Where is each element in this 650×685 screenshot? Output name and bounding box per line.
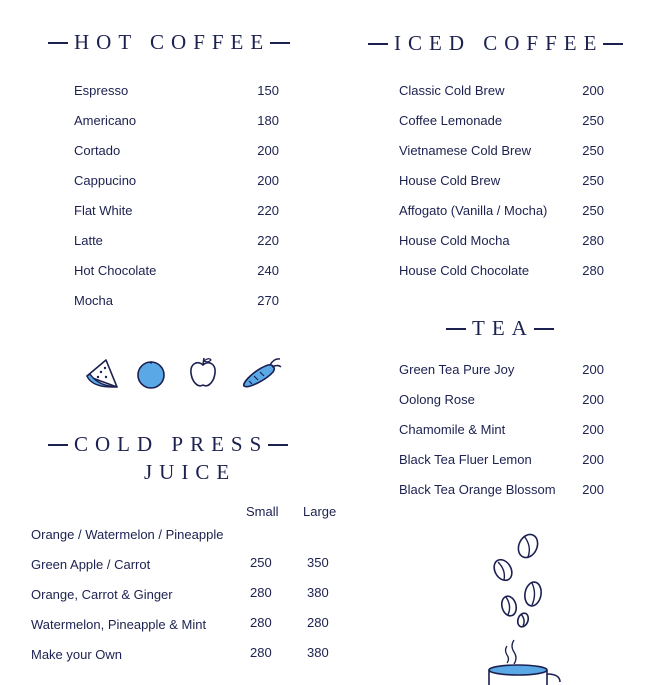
heading-dash-left: [48, 42, 68, 44]
carrot-icon: [240, 356, 282, 390]
iced-coffee-item-name: Vietnamese Cold Brew: [399, 143, 531, 158]
tea-item-price: 200: [582, 422, 604, 437]
juice-col-small: Small: [246, 504, 279, 519]
hot-coffee-item-price: 220: [257, 203, 279, 218]
hot-coffee-item-price: 150: [257, 83, 279, 98]
heading-dash-left: [368, 43, 388, 45]
coffee-cup-icon: [486, 638, 566, 685]
hot-coffee-item-price: 180: [257, 113, 279, 128]
iced-coffee-item-name: Affogato (Vanilla / Mocha): [399, 203, 548, 218]
iced-coffee-heading: [368, 31, 623, 56]
iced-coffee-item-price: 250: [582, 143, 604, 158]
iced-coffee-item-name: House Cold Chocolate: [399, 263, 530, 278]
hot-coffee-item-name: Mocha: [74, 293, 114, 308]
hot-coffee-item-name: Flat White: [74, 203, 133, 218]
hot-coffee-item-name: Espresso: [74, 83, 129, 98]
juice-price-large: 380: [307, 645, 329, 660]
coffee-beans-icon: [488, 532, 558, 632]
tea-title: TEA: [472, 316, 534, 340]
apple-icon: [187, 355, 219, 391]
iced-coffee-item-name: House Cold Mocha: [399, 233, 510, 248]
juice-price-small: 250: [250, 555, 272, 570]
iced-coffee-item-price: 250: [582, 173, 604, 188]
tea-heading: [446, 316, 554, 341]
juice-item-name: Orange / Watermelon / Pineapple: [31, 527, 224, 542]
iced-coffee-item-price: 200: [582, 83, 604, 98]
iced-coffee-title: ICED COFFEE: [394, 31, 604, 55]
orange-icon: [135, 358, 167, 390]
iced-coffee-item-name: House Cold Brew: [399, 173, 501, 188]
juice-item-name: Make your Own: [31, 647, 123, 662]
juice-col-large: Large: [303, 504, 337, 519]
juice-price-small: 280: [250, 585, 272, 600]
hot-coffee-heading: [48, 30, 290, 55]
tea-item-name: Black Tea Orange Blossom: [399, 482, 556, 497]
hot-coffee-item-name: Cappucino: [74, 173, 137, 188]
tea-item-name: Chamomile & Mint: [399, 422, 506, 437]
hot-coffee-item-price: 200: [257, 173, 279, 188]
hot-coffee-item-price: 240: [257, 263, 279, 278]
iced-coffee-item-price: 280: [582, 233, 604, 248]
juice-item-name: Watermelon, Pineapple & Mint: [31, 617, 207, 632]
heading-dash-right: [603, 43, 623, 45]
juice-item-name: Green Apple / Carrot: [31, 557, 151, 572]
heading-dash-left: [446, 328, 466, 330]
watermelon-icon: [84, 356, 120, 390]
hot-coffee-item-name: Americano: [74, 113, 137, 128]
tea-item-price: 200: [582, 482, 604, 497]
heading-dash-left: [48, 444, 68, 446]
hot-coffee-item-price: 200: [257, 143, 279, 158]
juice-item-name: Orange, Carrot & Ginger: [31, 587, 173, 602]
hot-coffee-title: HOT COFFEE: [74, 30, 271, 54]
tea-item-name: Black Tea Fluer Lemon: [399, 452, 532, 467]
juice-price-small: 280: [250, 645, 272, 660]
hot-coffee-item-price: 220: [257, 233, 279, 248]
iced-coffee-item-name: Coffee Lemonade: [399, 113, 503, 128]
juice-price-large: 280: [307, 615, 329, 630]
tea-item-price: 200: [582, 362, 604, 377]
iced-coffee-item-price: 250: [582, 113, 604, 128]
juice-price-large: 380: [307, 585, 329, 600]
iced-coffee-item-price: 280: [582, 263, 604, 278]
tea-item-name: Oolong Rose: [399, 392, 475, 407]
juice-price-large: 350: [307, 555, 329, 570]
iced-coffee-item-name: Classic Cold Brew: [399, 83, 505, 98]
iced-coffee-item-price: 250: [582, 203, 604, 218]
heading-dash-right: [534, 328, 554, 330]
juice-price-small: 280: [250, 615, 272, 630]
hot-coffee-item-name: Hot Chocolate: [74, 263, 157, 278]
juice-heading: [48, 432, 288, 457]
heading-dash-right: [270, 42, 290, 44]
hot-coffee-item-name: Latte: [74, 233, 103, 248]
hot-coffee-item-price: 270: [257, 293, 279, 308]
heading-dash-right: [268, 444, 288, 446]
tea-item-price: 200: [582, 392, 604, 407]
tea-item-price: 200: [582, 452, 604, 467]
tea-item-name: Green Tea Pure Joy: [399, 362, 515, 377]
juice-title-line1: COLD PRESS: [74, 432, 269, 456]
juice-title-line2: JUICE: [144, 460, 237, 484]
hot-coffee-item-name: Cortado: [74, 143, 121, 158]
